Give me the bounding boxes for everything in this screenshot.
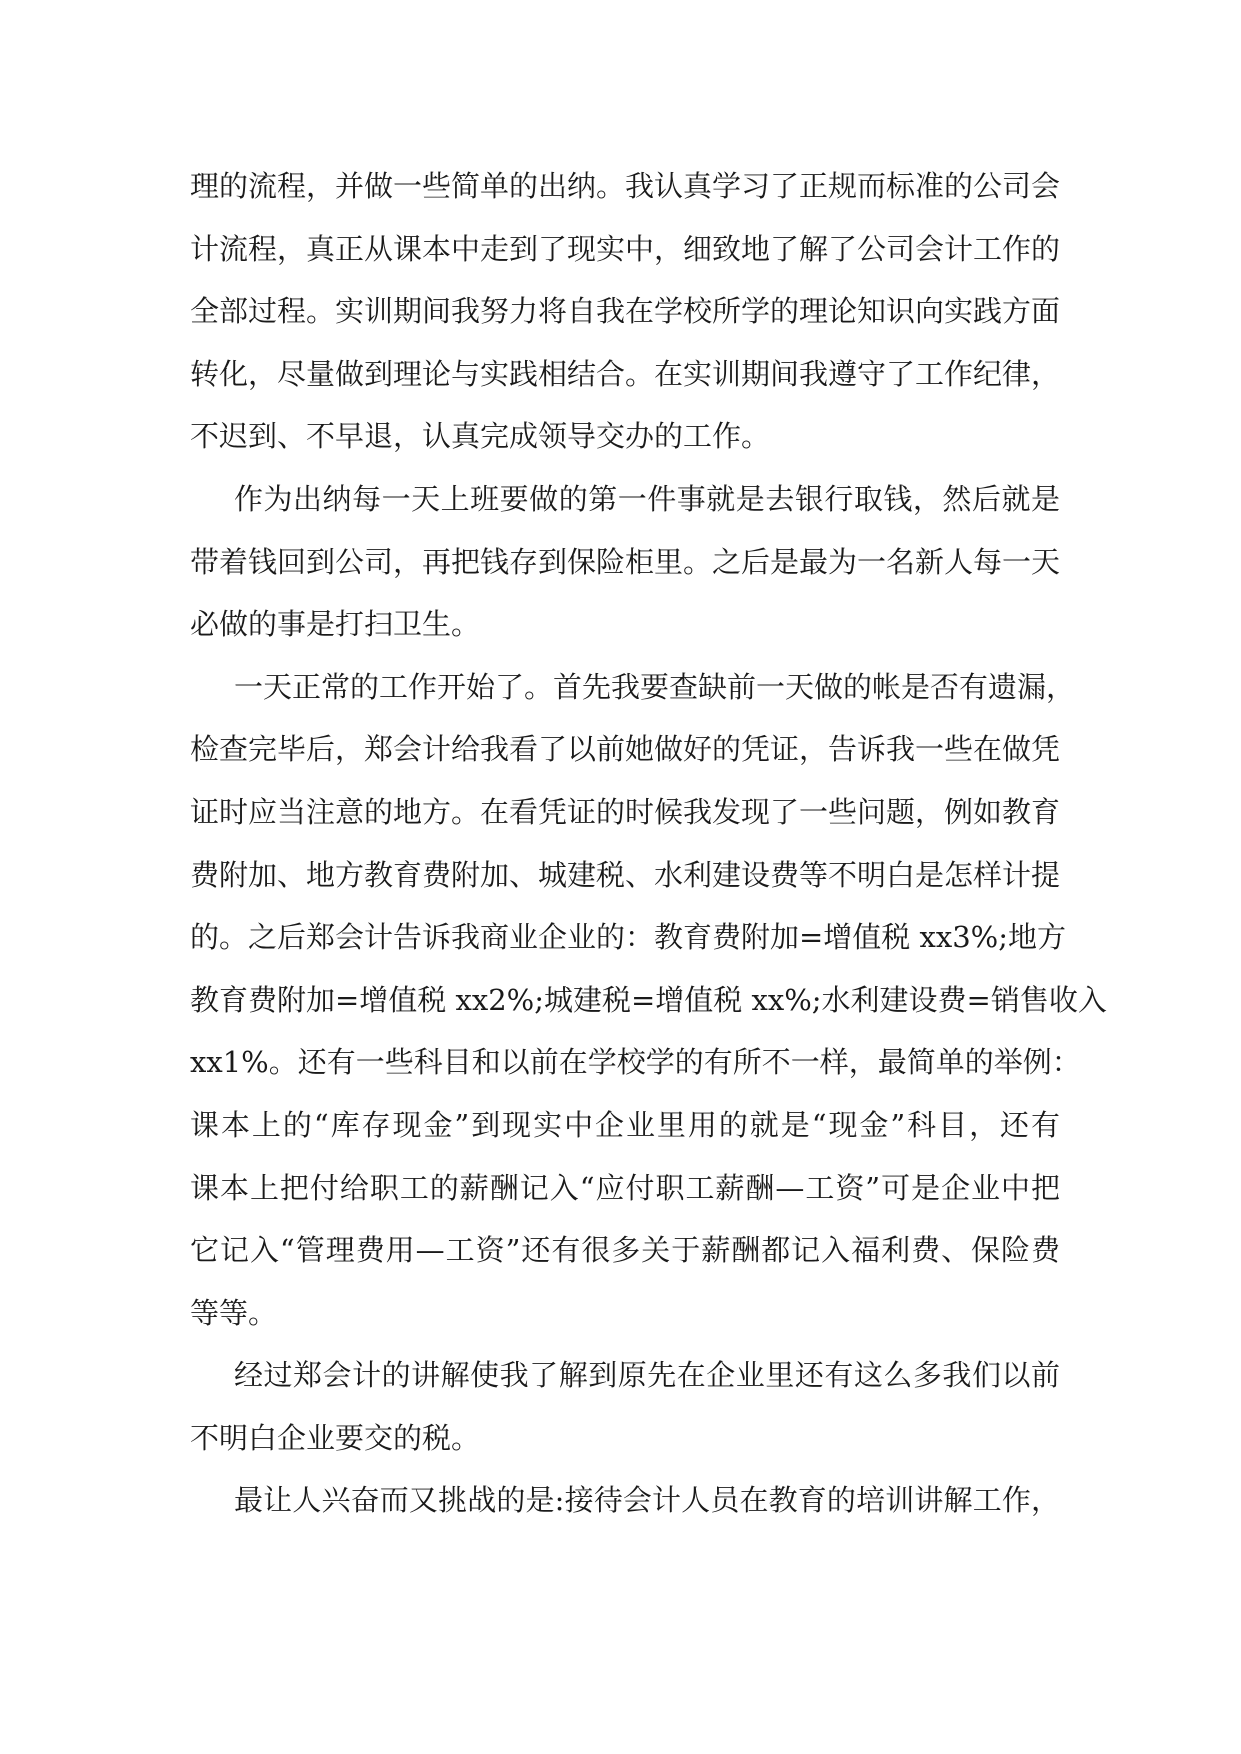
text-line: 不迟到、不早退，认真完成领导交办的工作。 xyxy=(190,419,771,454)
text-line: 经过郑会计的讲解使我了解到原先在企业里还有这么多我们以前 xyxy=(234,1358,1060,1393)
text-line: 必做的事是打扫卫生。 xyxy=(190,607,481,642)
paragraph xyxy=(190,1344,1060,1469)
text-line: 等等。 xyxy=(190,1295,278,1330)
text-line: 的。之后郑会计告诉我商业企业的：教育费附加=增值税 xx3%;地方 xyxy=(190,920,1067,955)
text-line: xx1%。还有一些科目和以前在学校学的有所不一样，最简单的举例： xyxy=(190,1045,1081,1080)
text-line: 费附加、地方教育费附加、城建税、水利建设费等不明白是怎样计提 xyxy=(190,857,1061,892)
text-line: 检查完毕后，郑会计给我看了以前她做好的凭证，告诉我一些在做凭 xyxy=(190,732,1061,767)
paragraph xyxy=(190,656,1107,1345)
paragraph xyxy=(190,468,1060,656)
text-line: 转化，尽量做到理论与实践相结合。在实训期间我遵守了工作纪律， xyxy=(190,356,1061,391)
text-line: 不明白企业要交的税。 xyxy=(190,1420,481,1455)
text-line: 全部过程。实训期间我努力将自我在学校所学的理论知识向实践方面 xyxy=(190,294,1061,329)
text-line: 它记入“管理费用—工资”还有很多关于薪酬都记入福利费、保险费 xyxy=(190,1233,1060,1268)
text-line: 作为出纳每一天上班要做的第一件事就是去银行取钱，然后就是 xyxy=(234,481,1060,516)
text-line: 最让人兴奋而又挑战的是:接待会计人员在教育的培训讲解工作， xyxy=(234,1483,1060,1518)
text-line: 一天正常的工作开始了。首先我要查缺前一天做的帐是否有遗漏， xyxy=(234,669,1076,704)
paragraph xyxy=(190,155,1060,468)
text-line: 计流程，真正从课本中走到了现实中，细致地了解了公司会计工作的 xyxy=(190,231,1061,266)
paragraph xyxy=(190,1469,1060,1532)
text-line: 课本上把付给职工的薪酬记入“应付职工薪酬—工资”可是企业中把 xyxy=(190,1170,1060,1205)
text-line: 课本上的“库存现金”到现实中企业里用的就是“现金”科目，还有 xyxy=(190,1107,1060,1142)
text-line: 教育费附加=增值税 xx2%;城建税=增值税 xx%;水利建设费=销售收入 xyxy=(190,982,1107,1017)
text-line: 理的流程，并做一些简单的出纳。我认真学习了正规而标准的公司会 xyxy=(190,169,1061,203)
text-line: 证时应当注意的地方。在看凭证的时候我发现了一些问题，例如教育 xyxy=(190,794,1061,829)
document-body xyxy=(190,155,1107,1532)
text-line: 带着钱回到公司，再把钱存到保险柜里。之后是最为一名新人每一天 xyxy=(190,544,1061,579)
